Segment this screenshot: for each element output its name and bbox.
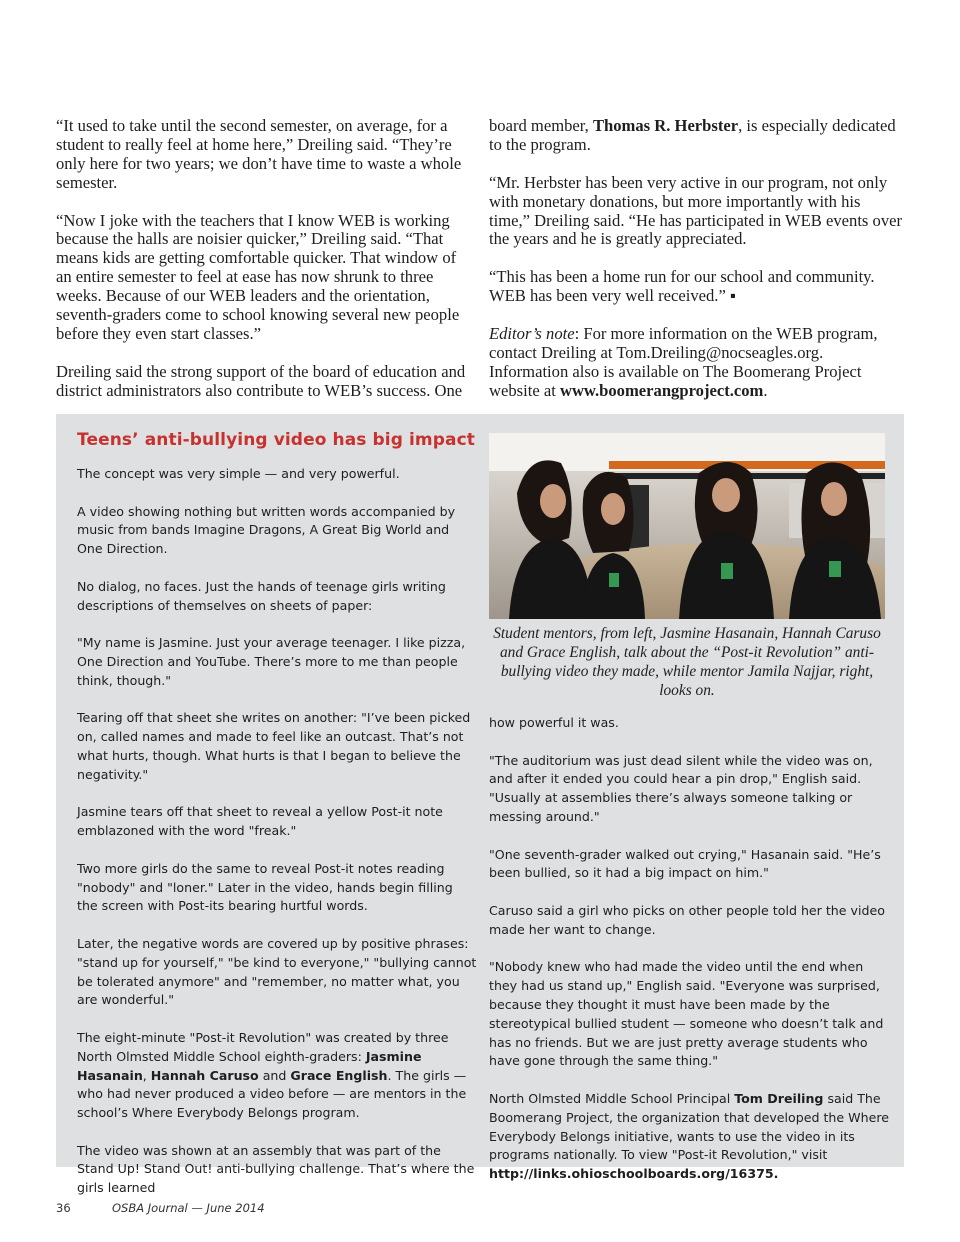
article-paragraph: “Mr. Herbster has been very active in our program, not only with monetary donations, but more importantly with his time,” Dreiling said. “He has participated in WEB events over the years and he is greatly appreciated. xyxy=(489,172,903,249)
article-paragraph: “Now I joke with the teachers that I know WEB is working because the halls are noisier quicker,” Dreiling said. “That means kids are getting comfortable quicker. That window of an entire semester to feel at ease has now shrunk to three weeks. Because of our WEB leaders and the orientation, seventh-graders come to school knowing several new people before they even start classes.” xyxy=(56,210,460,343)
video-link[interactable]: http://links.ohioschoolboards.org/16375 xyxy=(489,1166,774,1182)
sidebar-paragraph: "One seventh-grader walked out crying," Hasanain said. "He’s been bullied, so it had a big impact on him." xyxy=(489,846,881,881)
text-run: The eight-minute "Post-it Revolution" was created by three North Olmsted Middle School eighth-graders: xyxy=(77,1029,449,1064)
text-run: . xyxy=(773,1166,779,1182)
sidebar-paragraph: The concept was very simple — and very powerful. xyxy=(77,466,400,481)
sidebar-paragraph: The video was shown at an assembly that was part of the Stand Up! Stand Out! anti-bullying challenge. That’s where the girls learned xyxy=(77,1142,475,1196)
boomerang-link[interactable]: www.boomerangproject.com xyxy=(559,380,764,400)
text-run: North Olmsted Middle School Principal xyxy=(489,1090,735,1106)
student-name: Jasmine Hasanain xyxy=(77,1048,422,1083)
sidebar-paragraph: "My name is Jasmine. Just your average teenager. I like pizza, One Direction and YouTube. There’s more to me than people think, though." xyxy=(77,635,466,688)
article-paragraph: Dreiling said the strong support of the board of education and district administrators also contribute to WEB’s success. One xyxy=(56,361,466,400)
sidebar-paragraph: Tearing off that sheet she writes on another: "I’ve been picked on, called names and made to feel like an outcast. That’s not what hurts, though. What hurts is that I began to believe the negativity." xyxy=(77,710,471,782)
page-footer xyxy=(56,1201,456,1215)
text-run: . The girls — who had never produced a video before — are mentors in the school’s Where Everybody Belongs program. xyxy=(77,1067,467,1121)
photo-illustration xyxy=(489,433,885,619)
text-run: , xyxy=(142,1067,151,1083)
text-run: . xyxy=(763,380,768,400)
page-number: 36 xyxy=(56,1201,71,1215)
sidebar-paragraph: Later, the negative words are covered up by positive phrases: "stand up for yourself," "be kind to everyone," "bullying cannot be tolerated anymore" and "remember, no matter what, you are wonderful." xyxy=(77,935,477,1008)
sidebar-paragraph: A video showing nothing but written words accompanied by music from bands Imagine Dragons, A Great Big World and One Direction. xyxy=(77,503,456,557)
text-run: said The Boomerang Project, the organization that developed the Where Everybody Belongs initiative, wants to use the video in its programs nationally. To view "Post-it Revolution," visit xyxy=(489,1090,889,1163)
article-paragraph: “It used to take until the second semester, on average, for a student to really feel at home here,” Dreiling said. “They’re only here for two years; we don’t have time to waste a whole semester. xyxy=(56,116,462,192)
sidebar-paragraph xyxy=(489,1090,889,1184)
article-paragraph: “This has been a home run for our school and community. WEB has been very well received.” ▪ xyxy=(489,267,875,306)
article-paragraph xyxy=(489,117,905,155)
sidebar-paragraph: Caruso said a girl who picks on other people told her the video made her want to change. xyxy=(489,902,885,937)
student-name: Hannah Caruso xyxy=(150,1067,259,1083)
publication-info: OSBA Journal — June 2014 xyxy=(112,1201,265,1215)
board-member-name: Thomas R. Herbster xyxy=(592,116,739,135)
student-mentors-photo xyxy=(489,433,885,619)
article-column-right xyxy=(489,117,905,401)
text-run: and xyxy=(258,1067,291,1083)
sidebar-paragraph: "Nobody knew who had made the video until the end when they had us stand up," English said. "Everyone was surprised, because they thought it must have been made by the stereotypical bullied student — someone who doesn’t talk and has no friends. But we are just pretty average students who have gone through the same thing." xyxy=(489,959,884,1069)
sidebar-paragraph: "The auditorium was just dead silent while the video was on, and after it ended you could hear a pin drop," English said. "Usually at assemblies there’s always someone talking or messing around." xyxy=(489,752,873,824)
sidebar-column-right xyxy=(489,714,889,1184)
editors-note xyxy=(489,325,905,401)
text-run: : For more information on the WEB program, contact Dreiling at Tom.Dreiling@nocseagles.org. Information also is available on The Boomerang Project website at xyxy=(489,323,878,400)
principal-name: Tom Dreiling xyxy=(734,1090,824,1106)
editors-note-label: Editor’s note xyxy=(489,323,575,343)
sidebar-paragraph: Jasmine tears off that sheet to reveal a yellow Post-it note emblazoned with the word "freak." xyxy=(77,804,443,839)
text-run: board member, xyxy=(489,116,593,135)
student-name: Grace English xyxy=(290,1067,388,1083)
photo-caption: Student mentors, from left, Jasmine Hasanain, Hannah Caruso and Grace English, talk about the “Post-it Revolution” anti-bullying video they made, while mentor Jamila Najjar, right, looks on. xyxy=(493,625,881,699)
sidebar-paragraph: Two more girls do the same to reveal Post-it notes reading "nobody" and "loner." Later in the video, hands begin filling the screen with Post-its bearing hurtful words. xyxy=(77,860,453,914)
sidebar-column-left xyxy=(77,428,477,1198)
sidebar-paragraph: No dialog, no faces. Just the hands of teenage girls writing descriptions of themselves on sheets of paper: xyxy=(77,578,446,613)
sidebar-title: Teens’ anti-bullying video has big impact xyxy=(77,430,475,450)
text-run: , is especially dedicated to the program. xyxy=(489,116,896,154)
sidebar-paragraph xyxy=(77,1029,477,1123)
sidebar-paragraph: how powerful it was. xyxy=(489,715,619,730)
article-column-left xyxy=(56,117,472,401)
sidebar-box xyxy=(56,414,904,1196)
